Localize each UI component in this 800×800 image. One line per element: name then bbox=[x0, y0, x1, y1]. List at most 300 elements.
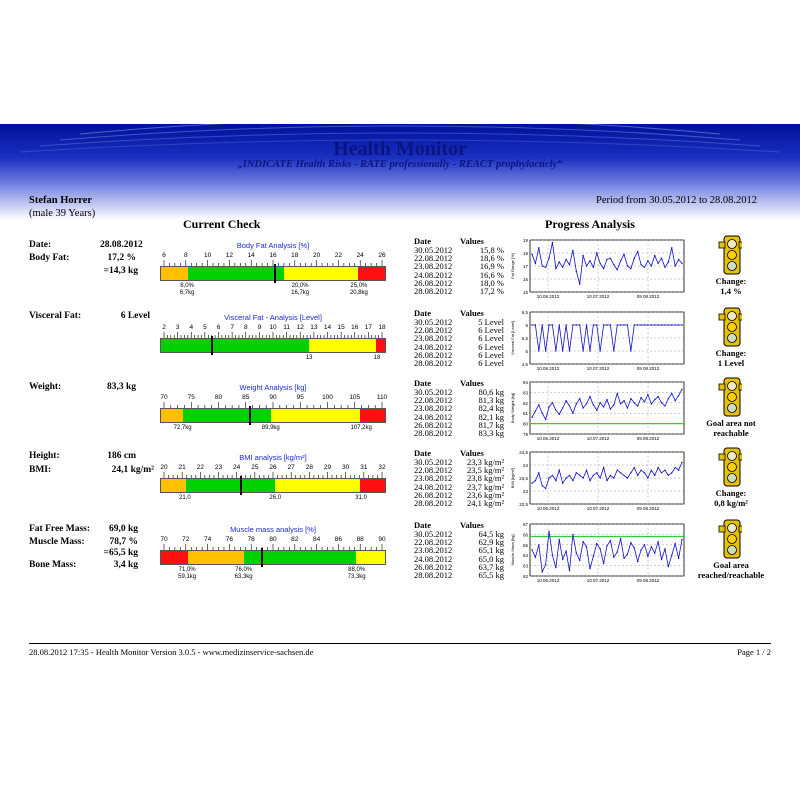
row-date: 22.08.2012 bbox=[414, 537, 453, 548]
data-point bbox=[651, 546, 652, 547]
weight-values-header: Values bbox=[460, 378, 484, 388]
data-point bbox=[664, 548, 665, 549]
data-point bbox=[671, 555, 672, 556]
data-point bbox=[620, 403, 621, 404]
row-value: 6 Level bbox=[478, 341, 504, 352]
bmi-scale-title: BMI analysis [kg/m²] bbox=[239, 453, 307, 462]
data-point bbox=[627, 265, 628, 266]
row-date: 26.08.2012 bbox=[414, 349, 453, 360]
data-point bbox=[572, 534, 573, 535]
data-point bbox=[606, 480, 607, 481]
bmi-tick-label: 30 bbox=[342, 464, 350, 471]
visceral-bound-label: 18 bbox=[373, 355, 381, 361]
muscle-date-header: Date bbox=[414, 520, 431, 530]
bodyfat-range-segment bbox=[161, 267, 188, 280]
data-point bbox=[599, 350, 600, 351]
bmi-values-header: Values bbox=[460, 448, 484, 458]
data-point bbox=[596, 324, 597, 325]
muscle-bound-label: 76,0% 63,3kg bbox=[234, 567, 253, 580]
row-value: 24,1 kg/m² bbox=[466, 497, 504, 508]
weight-range-segment bbox=[360, 409, 385, 422]
muscle-scale-title: Muscle mass analysis [%] bbox=[230, 525, 316, 534]
data-point bbox=[681, 539, 682, 540]
data-point bbox=[593, 475, 594, 476]
data-point bbox=[545, 267, 546, 268]
data-point bbox=[610, 408, 611, 409]
visceral-status-text: Change: 1 Level bbox=[715, 348, 747, 368]
visceral-tick-label: 7 bbox=[230, 324, 234, 331]
bodyfat-status-text: Change: 1,4 % bbox=[715, 276, 747, 296]
weight-bound-label: 89,9kg bbox=[261, 425, 280, 431]
data-point bbox=[559, 414, 560, 415]
x-tick-label: 10.07.2012 bbox=[586, 436, 610, 441]
data-point bbox=[538, 544, 539, 545]
x-tick-label: 10.06.2012 bbox=[536, 436, 560, 441]
weight-value-marker bbox=[249, 406, 251, 425]
row-value: 18,6 % bbox=[479, 253, 504, 264]
data-point bbox=[674, 543, 675, 544]
bodyfat-tick-label: 8 bbox=[183, 252, 188, 259]
y-tick-label: 22,5 bbox=[519, 502, 528, 507]
muscle-values-header: Values bbox=[460, 520, 484, 530]
y-tick-label: 4,5 bbox=[521, 362, 528, 367]
muscle-range-segment bbox=[161, 551, 188, 564]
bmi-chart-svg bbox=[508, 450, 688, 514]
visceral-value-marker bbox=[211, 336, 213, 355]
data-point bbox=[620, 538, 621, 539]
data-point bbox=[681, 389, 682, 390]
data-point bbox=[586, 324, 587, 325]
data-point bbox=[535, 480, 536, 481]
data-point bbox=[559, 324, 560, 325]
traffic-light-icon bbox=[718, 234, 742, 276]
data-point bbox=[552, 324, 553, 325]
muscle-tick-label: 74 bbox=[203, 536, 212, 543]
muscle-label: Muscle Mass: bbox=[29, 537, 85, 547]
muscle-tick-label: 70 bbox=[160, 536, 168, 543]
patient-info: (male 39 Years) bbox=[29, 208, 96, 219]
visceral-tick-label: 15 bbox=[337, 324, 345, 331]
table-row bbox=[414, 499, 504, 507]
data-point bbox=[671, 393, 672, 394]
data-point bbox=[552, 555, 553, 556]
data-point bbox=[668, 261, 669, 262]
weight-tick-label: 110 bbox=[376, 394, 388, 401]
data-point bbox=[630, 472, 631, 473]
muscle-bounds bbox=[160, 567, 386, 581]
bodyfat-tick-label: 26 bbox=[378, 252, 386, 259]
data-point bbox=[569, 405, 570, 406]
data-point bbox=[678, 395, 679, 396]
row-date: 22.08.2012 bbox=[414, 253, 453, 264]
data-point bbox=[664, 324, 665, 325]
data-point bbox=[542, 324, 543, 325]
bodyfat-tick-label: 16 bbox=[269, 252, 277, 259]
data-point bbox=[651, 265, 652, 266]
data-point bbox=[661, 559, 662, 560]
visceral-values-header: Values bbox=[460, 308, 484, 318]
data-point bbox=[661, 324, 662, 325]
bmi-status-text: Change: 0,8 kg/m² bbox=[714, 488, 748, 508]
row-value: 62,9 kg bbox=[478, 537, 504, 548]
bodyfat-value-list bbox=[414, 246, 504, 295]
bmi-tick-label: 26 bbox=[269, 464, 277, 471]
data-point bbox=[559, 470, 560, 471]
row-value: 64,5 kg bbox=[478, 529, 504, 539]
row-value: 65,5 kg bbox=[478, 569, 504, 580]
muscle-progress-chart bbox=[508, 522, 688, 586]
data-point bbox=[654, 255, 655, 256]
row-date: 23.08.2012 bbox=[414, 473, 453, 484]
y-tick-label: 19 bbox=[522, 238, 528, 243]
data-point bbox=[644, 267, 645, 268]
data-point bbox=[630, 542, 631, 543]
visceral-tick-label: 6 bbox=[216, 324, 221, 331]
row-value: 15,8 % bbox=[479, 245, 504, 255]
muscle-tick-label: 90 bbox=[378, 536, 386, 543]
data-point bbox=[548, 258, 549, 259]
bmi-value-list bbox=[414, 458, 504, 507]
data-point bbox=[576, 403, 577, 404]
data-point bbox=[565, 477, 566, 478]
row-date: 24.08.2012 bbox=[414, 553, 453, 564]
visceral-tick-label: 14 bbox=[323, 324, 332, 331]
data-point bbox=[651, 470, 652, 471]
bmi-tick-label: 20 bbox=[160, 464, 168, 471]
row-date: 28.08.2012 bbox=[414, 285, 453, 296]
data-point bbox=[681, 324, 682, 325]
data-point bbox=[623, 324, 624, 325]
visceral-tick-label: 10 bbox=[269, 324, 277, 331]
data-point bbox=[562, 267, 563, 268]
data-point bbox=[562, 483, 563, 484]
data-point bbox=[603, 268, 604, 269]
bmi-date-header: Date bbox=[414, 448, 431, 458]
data-point bbox=[586, 403, 587, 404]
y-tick-label: 84 bbox=[522, 380, 528, 385]
data-point bbox=[565, 550, 566, 551]
data-point bbox=[647, 556, 648, 557]
bmi-tick-label: 23 bbox=[214, 464, 223, 471]
row-value: 18,0 % bbox=[479, 277, 504, 288]
data-point bbox=[569, 570, 570, 571]
bodyfat-bound-label: 25,0% 20,8kg bbox=[349, 283, 368, 296]
data-point bbox=[569, 350, 570, 351]
weight-tick-label: 85 bbox=[242, 394, 250, 401]
visceral-tick-row bbox=[160, 324, 386, 332]
data-point bbox=[535, 263, 536, 264]
data-point bbox=[678, 324, 679, 325]
y-tick-label: 16 bbox=[522, 277, 528, 282]
data-point bbox=[657, 263, 658, 264]
data-point bbox=[647, 260, 648, 261]
data-point bbox=[542, 571, 543, 572]
data-point bbox=[623, 400, 624, 401]
data-point bbox=[613, 264, 614, 265]
data-point bbox=[640, 397, 641, 398]
data-point bbox=[545, 488, 546, 489]
row-date: 24.08.2012 bbox=[414, 411, 453, 422]
row-value: 23,3 kg/m² bbox=[466, 457, 504, 467]
y-tick-label: 82 bbox=[522, 400, 528, 406]
data-point bbox=[617, 551, 618, 552]
data-point bbox=[599, 263, 600, 264]
muscle-tick-label: 78 bbox=[247, 536, 255, 543]
data-point bbox=[661, 258, 662, 259]
visceral-range-segment bbox=[161, 339, 309, 352]
data-point bbox=[674, 265, 675, 266]
weight-range-bar bbox=[160, 408, 386, 423]
data-point bbox=[627, 324, 628, 325]
bodyfat-range-bar bbox=[160, 266, 386, 281]
data-point bbox=[674, 467, 675, 468]
data-point bbox=[657, 324, 658, 325]
data-point bbox=[542, 265, 543, 266]
data-point bbox=[671, 247, 672, 248]
data-point bbox=[681, 263, 682, 264]
bmi-bound-label: 26,0 bbox=[269, 495, 282, 501]
bmi-tick-row bbox=[160, 464, 386, 472]
x-tick-label: 10.07.2012 bbox=[586, 506, 610, 511]
row-date: 23.08.2012 bbox=[414, 261, 453, 272]
row-value: 16,6 % bbox=[479, 269, 504, 280]
bodyfat-tick-label: 12 bbox=[225, 252, 234, 259]
data-point bbox=[661, 402, 662, 403]
visceral-chart-svg bbox=[508, 310, 688, 374]
data-point bbox=[538, 247, 539, 248]
data-point bbox=[613, 350, 614, 351]
data-point bbox=[678, 259, 679, 260]
traffic-light-icon bbox=[718, 376, 742, 418]
visceral-range-segment bbox=[309, 339, 376, 352]
y-tick-label: 24 bbox=[522, 463, 528, 468]
data-point bbox=[623, 254, 624, 255]
y-tick-label: 67 bbox=[522, 522, 528, 527]
weight-tick-label: 100 bbox=[322, 394, 333, 401]
visceral-tick-label: 13 bbox=[310, 324, 318, 331]
x-tick-label: 10.07.2012 bbox=[586, 366, 610, 371]
data-point bbox=[531, 324, 532, 325]
row-date: 26.08.2012 bbox=[414, 419, 453, 430]
data-point bbox=[654, 324, 655, 325]
data-point bbox=[555, 350, 556, 351]
data-point bbox=[644, 472, 645, 473]
data-point bbox=[620, 260, 621, 261]
height-label: Height: bbox=[29, 451, 60, 461]
row-value: 23,8 kg/m² bbox=[466, 473, 504, 484]
row-value: 17,2 % bbox=[479, 285, 504, 296]
data-point bbox=[535, 557, 536, 558]
bodyfat-range-segment bbox=[358, 267, 385, 280]
bmi-bound-label: 21,0 bbox=[179, 495, 191, 501]
row-date: 30.05.2012 bbox=[414, 317, 453, 327]
muscle-kg: =65,5 kg bbox=[103, 548, 138, 558]
bmi-tick-label: 32 bbox=[378, 464, 386, 471]
data-point bbox=[579, 284, 580, 285]
weight-range-segment bbox=[271, 409, 361, 422]
plot-frame bbox=[530, 524, 684, 576]
data-point bbox=[576, 552, 577, 553]
x-tick-label: 10.06.2012 bbox=[536, 294, 560, 299]
muscle-tick-label: 88 bbox=[356, 536, 364, 543]
row-date: 28.08.2012 bbox=[414, 569, 453, 580]
bodyfat-progress-chart bbox=[508, 238, 688, 302]
data-point bbox=[555, 409, 556, 410]
row-date: 30.05.2012 bbox=[414, 529, 453, 539]
data-point bbox=[586, 546, 587, 547]
data-point bbox=[572, 480, 573, 481]
weight-tick-label: 105 bbox=[349, 394, 361, 401]
bone-value: 3,4 kg bbox=[113, 560, 138, 570]
bodyfat-tick-label: 10 bbox=[203, 252, 212, 259]
data-point bbox=[555, 480, 556, 481]
row-date: 23.08.2012 bbox=[414, 545, 453, 556]
data-point bbox=[610, 475, 611, 476]
data-point bbox=[552, 242, 553, 243]
x-tick-label: 09.08.2012 bbox=[636, 294, 660, 299]
row-date: 23.08.2012 bbox=[414, 403, 453, 414]
weight-tick-label: 95 bbox=[296, 394, 304, 401]
data-point bbox=[668, 398, 669, 399]
y-tick-label: 64 bbox=[522, 553, 528, 559]
data-point bbox=[548, 477, 549, 478]
data-point bbox=[647, 324, 648, 325]
height-value: 186 cm bbox=[107, 451, 136, 461]
data-point bbox=[644, 544, 645, 545]
y-tick-label: 18 bbox=[522, 251, 528, 256]
data-point bbox=[613, 477, 614, 478]
muscle-range-segment bbox=[356, 551, 385, 564]
y-tick-label: 6,5 bbox=[521, 310, 528, 315]
muscle-tick-label: 80 bbox=[269, 536, 277, 543]
muscle-value-list bbox=[414, 530, 504, 579]
bmi-tick-label: 22 bbox=[196, 464, 204, 471]
row-value: 82,1 kg bbox=[478, 411, 504, 422]
bmi-bounds bbox=[160, 495, 386, 509]
visceral-range-segment bbox=[376, 339, 385, 352]
y-axis-label: BMI [kg/m²] bbox=[510, 467, 515, 489]
data-point bbox=[576, 271, 577, 272]
visceral-bounds bbox=[160, 355, 386, 369]
table-row bbox=[414, 287, 504, 295]
bmi-value: 24,1 kg/m² bbox=[111, 465, 154, 475]
row-date: 22.08.2012 bbox=[414, 395, 453, 406]
data-point bbox=[531, 549, 532, 550]
bodyfat-tick-label: 24 bbox=[356, 252, 364, 259]
data-point bbox=[651, 403, 652, 404]
data-point bbox=[603, 467, 604, 468]
traffic-light-icon bbox=[718, 446, 742, 488]
data-point bbox=[640, 264, 641, 265]
bmi-tick-label: 24 bbox=[233, 464, 241, 471]
data-point bbox=[678, 558, 679, 559]
muscle-value-marker bbox=[261, 548, 263, 567]
bodyfat-bounds bbox=[160, 283, 386, 297]
table-row bbox=[414, 571, 504, 579]
bodyfat-values-header: Values bbox=[460, 236, 484, 246]
data-point bbox=[637, 405, 638, 406]
data-point bbox=[589, 396, 590, 397]
row-date: 28.08.2012 bbox=[414, 497, 453, 508]
data-point bbox=[572, 324, 573, 325]
traffic-light-icon bbox=[718, 518, 742, 560]
x-tick-label: 09.08.2012 bbox=[636, 366, 660, 371]
visceral-tick-label: 17 bbox=[364, 324, 372, 331]
muscle-range-segment bbox=[188, 551, 244, 564]
data-point bbox=[610, 258, 611, 259]
data-point bbox=[535, 324, 536, 325]
weight-label: Weight: bbox=[29, 382, 62, 392]
data-point bbox=[671, 472, 672, 473]
weight-progress-chart bbox=[508, 380, 688, 444]
data-point bbox=[589, 260, 590, 261]
data-point bbox=[545, 564, 546, 565]
data-point bbox=[617, 269, 618, 270]
data-point bbox=[617, 393, 618, 394]
bodyfat-date-header: Date bbox=[414, 236, 431, 246]
data-point bbox=[552, 475, 553, 476]
data-point bbox=[596, 252, 597, 253]
data-point bbox=[593, 556, 594, 557]
muscle-tick-label: 86 bbox=[334, 536, 343, 543]
data-point bbox=[644, 324, 645, 325]
data-point bbox=[569, 264, 570, 265]
bmi-tick-label: 27 bbox=[287, 464, 295, 471]
bmi-bound-label: 31,0 bbox=[355, 495, 367, 501]
date-label: Date: bbox=[29, 240, 52, 250]
data-point bbox=[668, 475, 669, 476]
row-value: 23,5 kg/m² bbox=[466, 465, 504, 476]
data-point bbox=[674, 324, 675, 325]
row-date: 24.08.2012 bbox=[414, 481, 453, 492]
bodyfat-range-segment bbox=[284, 267, 358, 280]
row-date: 26.08.2012 bbox=[414, 277, 453, 288]
y-tick-label: 17 bbox=[522, 264, 528, 269]
data-point bbox=[637, 475, 638, 476]
data-point bbox=[610, 324, 611, 325]
data-point bbox=[582, 255, 583, 256]
bodyfat-bound-label: 8,0% 6,7kg bbox=[179, 283, 195, 296]
bodyfat-tick-label: 14 bbox=[247, 252, 255, 259]
row-date: 22.08.2012 bbox=[414, 465, 453, 476]
data-point bbox=[617, 470, 618, 471]
data-point bbox=[582, 407, 583, 408]
data-point bbox=[640, 470, 641, 471]
row-date: 23.08.2012 bbox=[414, 333, 453, 344]
visceral-tick-label: 8 bbox=[243, 324, 248, 331]
visceral-tick-label: 9 bbox=[257, 324, 262, 331]
muscle-tick-label: 84 bbox=[312, 536, 321, 543]
weight-tick-label: 80 bbox=[214, 394, 223, 401]
y-tick-label: 79 bbox=[522, 432, 528, 437]
data-point bbox=[576, 472, 577, 473]
data-point bbox=[552, 402, 553, 403]
y-tick-label: 6 bbox=[525, 323, 528, 328]
data-point bbox=[593, 324, 594, 325]
visceral-value-list bbox=[414, 318, 504, 367]
data-point bbox=[531, 254, 532, 255]
report-title: Health Monitor bbox=[333, 138, 467, 160]
visceral-scale-title: Visceral Fat - Analysis [Level] bbox=[224, 313, 322, 322]
data-point bbox=[634, 324, 635, 325]
bodyfat-chart-svg bbox=[508, 238, 688, 302]
row-value: 81,3 kg bbox=[478, 395, 504, 406]
data-point bbox=[606, 259, 607, 260]
data-point bbox=[596, 409, 597, 410]
muscle-bound-label: 71,0% 59,1kg bbox=[178, 567, 197, 580]
bmi-range-segment bbox=[161, 479, 186, 492]
data-point bbox=[617, 324, 618, 325]
